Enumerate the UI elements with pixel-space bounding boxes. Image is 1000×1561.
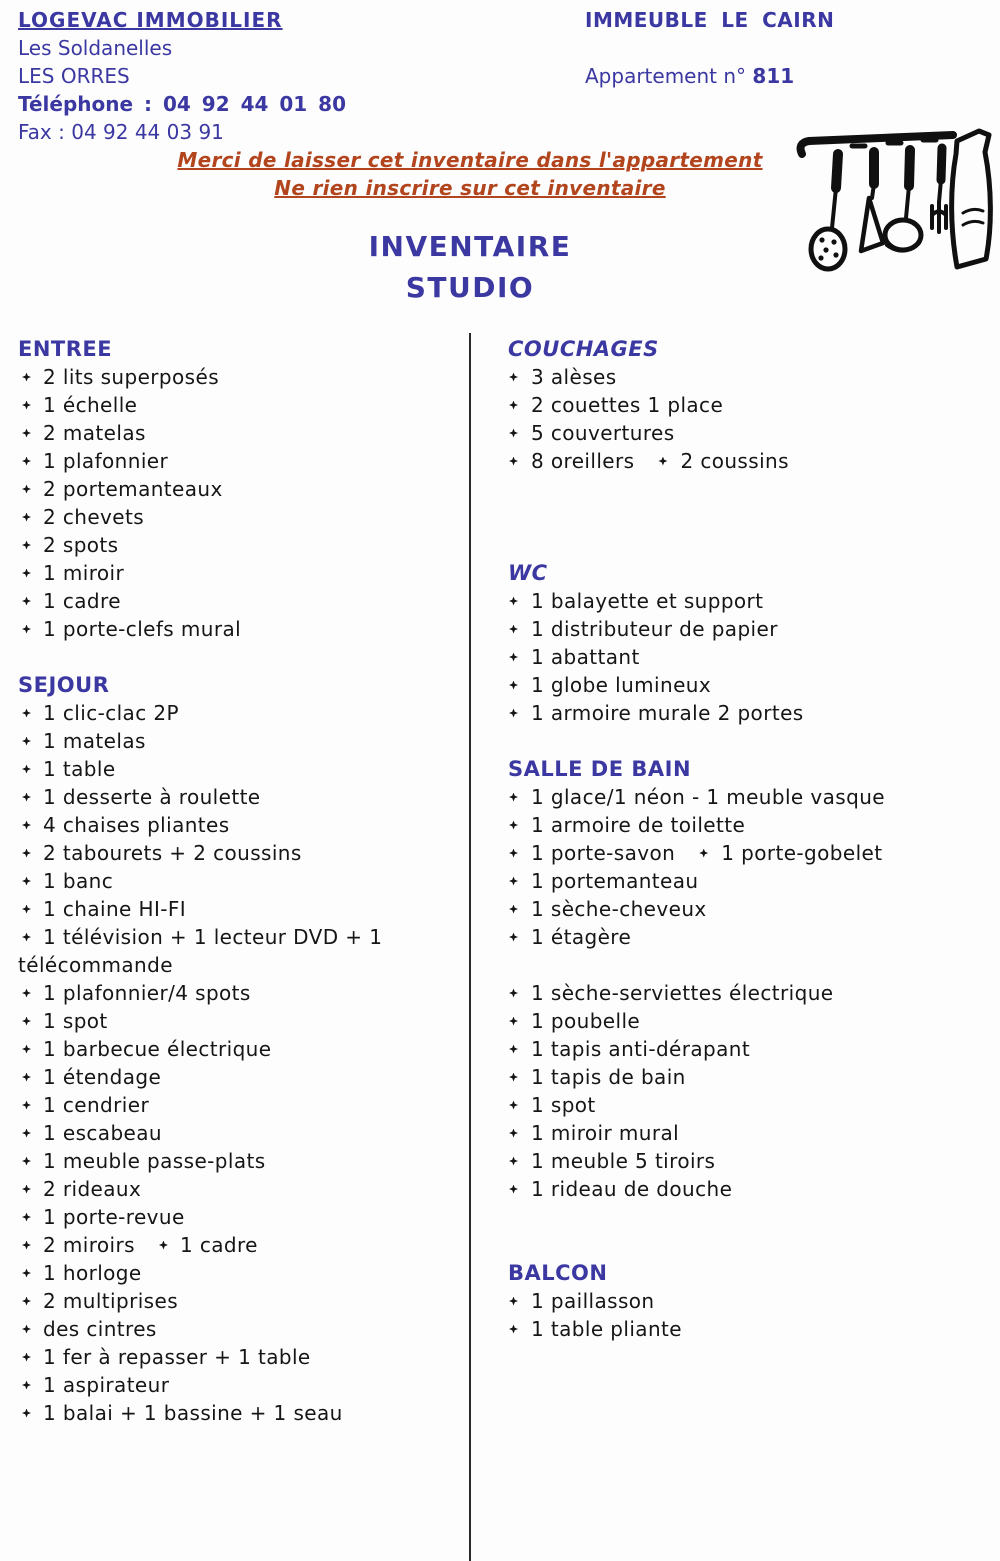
item-text: 1 porte-savon bbox=[531, 841, 676, 865]
item-text: 1 armoire murale 2 portes bbox=[531, 701, 804, 725]
inventory-item-row bbox=[18, 839, 463, 867]
diamond-bullet-icon bbox=[22, 1325, 31, 1334]
item-text: 1 glace/1 néon - 1 meuble vasque bbox=[531, 785, 885, 809]
spacer bbox=[585, 34, 834, 62]
inventory-item-row bbox=[500, 1147, 978, 1175]
inventory-item-row bbox=[18, 1035, 463, 1063]
diamond-bullet-icon bbox=[509, 1157, 518, 1166]
inventory-item-row bbox=[18, 1231, 463, 1259]
column-divider-line bbox=[469, 333, 471, 1561]
diamond-bullet-icon bbox=[22, 877, 31, 886]
section-row bbox=[500, 559, 978, 587]
item-text: 1 meuble 5 tiroirs bbox=[531, 1149, 716, 1173]
item-text: 1 étagère bbox=[531, 925, 632, 949]
item-text: 1 miroir mural bbox=[531, 1121, 680, 1145]
inventory-item-row bbox=[500, 1287, 978, 1315]
item-text: 1 porte-revue bbox=[43, 1205, 185, 1229]
item-text: 2 miroirs bbox=[43, 1233, 135, 1257]
apartment-line bbox=[585, 62, 834, 90]
diamond-bullet-icon bbox=[22, 1241, 31, 1250]
diamond-bullet-icon bbox=[509, 457, 518, 466]
item-text: 8 oreillers bbox=[531, 449, 635, 473]
item-text: 4 chaises pliantes bbox=[43, 813, 230, 837]
diamond-bullet-icon bbox=[22, 793, 31, 802]
item-text: 1 matelas bbox=[43, 729, 146, 753]
item-text: 2 multiprises bbox=[43, 1289, 179, 1313]
diamond-bullet-icon bbox=[509, 709, 518, 718]
agency-city: LES ORRES bbox=[18, 64, 130, 88]
diamond-bullet-icon bbox=[509, 877, 518, 886]
right-column bbox=[500, 335, 978, 1343]
item-text: 1 globe lumineux bbox=[531, 673, 712, 697]
diamond-bullet-icon bbox=[22, 1185, 31, 1194]
diamond-bullet-icon bbox=[509, 905, 518, 914]
diamond-bullet-icon bbox=[658, 457, 667, 466]
inventory-item-row bbox=[500, 391, 978, 419]
page-title-line2: STUDIO bbox=[405, 271, 535, 304]
section-header: SEJOUR bbox=[18, 673, 110, 697]
inventory-item-row bbox=[18, 503, 463, 531]
inventory-item-row bbox=[18, 587, 463, 615]
diamond-bullet-icon bbox=[159, 1241, 168, 1250]
item-text: 1 spot bbox=[43, 1009, 108, 1033]
inventory-item-row bbox=[18, 447, 463, 475]
diamond-bullet-icon bbox=[509, 849, 518, 858]
diamond-bullet-icon bbox=[509, 401, 518, 410]
item-text: 5 couvertures bbox=[531, 421, 675, 445]
diamond-bullet-icon bbox=[509, 821, 518, 830]
section-header: SALLE DE BAIN bbox=[508, 757, 692, 781]
inventory-item-row bbox=[500, 811, 978, 839]
inventory-item-row bbox=[18, 615, 463, 643]
diamond-bullet-icon bbox=[22, 1213, 31, 1222]
item-text: 1 barbecue électrique bbox=[43, 1037, 272, 1061]
section-header: WC bbox=[508, 561, 548, 585]
diamond-bullet-icon bbox=[22, 1129, 31, 1138]
inventory-item-row bbox=[500, 783, 978, 811]
inventory-item-row bbox=[500, 1063, 978, 1091]
page-title-line1: INVENTAIRE bbox=[368, 230, 572, 263]
item-text: 1 échelle bbox=[43, 393, 138, 417]
diamond-bullet-icon bbox=[509, 1017, 518, 1026]
item-text: 2 spots bbox=[43, 533, 119, 557]
item-text: 1 paillasson bbox=[531, 1289, 655, 1313]
inventory-item-row bbox=[500, 587, 978, 615]
agency-phone: Téléphone : 04 92 44 01 80 bbox=[18, 92, 347, 116]
inventory-item-row bbox=[18, 1315, 463, 1343]
blank-line bbox=[500, 951, 978, 979]
left-column bbox=[18, 335, 463, 1427]
diamond-bullet-icon bbox=[22, 457, 31, 466]
inventory-item-row bbox=[18, 531, 463, 559]
diamond-bullet-icon bbox=[22, 989, 31, 998]
inventory-item-row bbox=[500, 979, 978, 1007]
diamond-bullet-icon bbox=[22, 1409, 31, 1418]
inventory-item-row bbox=[500, 671, 978, 699]
item-text: 2 rideaux bbox=[43, 1177, 142, 1201]
notice-line-2: Ne rien inscrire sur cet inventaire bbox=[274, 176, 666, 200]
inventory-item-row bbox=[18, 1203, 463, 1231]
section-row bbox=[500, 335, 978, 363]
diamond-bullet-icon bbox=[22, 625, 31, 634]
inventory-item-row bbox=[18, 391, 463, 419]
diamond-bullet-icon bbox=[22, 1381, 31, 1390]
section-row bbox=[18, 671, 463, 699]
item-text: 1 fer à repasser + 1 table bbox=[43, 1345, 311, 1369]
inventory-item-row bbox=[18, 699, 463, 727]
inventory-item-row bbox=[18, 1343, 463, 1371]
diamond-bullet-icon bbox=[22, 541, 31, 550]
inventory-item-row bbox=[18, 1371, 463, 1399]
diamond-bullet-icon bbox=[22, 709, 31, 718]
item-text: 1 spot bbox=[531, 1093, 596, 1117]
diamond-bullet-icon bbox=[509, 1129, 518, 1138]
section-header: COUCHAGES bbox=[508, 337, 659, 361]
inventory-item-continuation bbox=[18, 951, 463, 979]
inventory-item-row bbox=[18, 811, 463, 839]
item-text: 1 cendrier bbox=[43, 1093, 150, 1117]
inventory-item-row bbox=[18, 867, 463, 895]
item-text: 1 poubelle bbox=[531, 1009, 641, 1033]
diamond-bullet-icon bbox=[22, 513, 31, 522]
diamond-bullet-icon bbox=[509, 793, 518, 802]
inventory-item-row bbox=[500, 895, 978, 923]
inventory-item-row bbox=[18, 1175, 463, 1203]
blank-line bbox=[500, 1231, 978, 1259]
diamond-bullet-icon bbox=[509, 1073, 518, 1082]
diamond-bullet-icon bbox=[22, 401, 31, 410]
inventory-item-row bbox=[18, 923, 463, 951]
diamond-bullet-icon bbox=[22, 737, 31, 746]
inventory-item-row bbox=[500, 699, 978, 727]
item-text: 1 balayette et support bbox=[531, 589, 764, 613]
diamond-bullet-icon bbox=[509, 1325, 518, 1334]
diamond-bullet-icon bbox=[509, 1101, 518, 1110]
item-text: 2 coussins bbox=[680, 449, 789, 473]
item-text: 1 plafonnier bbox=[43, 449, 169, 473]
item-text: 1 meuble passe-plats bbox=[43, 1149, 266, 1173]
item-text: 2 matelas bbox=[43, 421, 146, 445]
item-text: 1 cadre bbox=[179, 1233, 258, 1257]
inventory-item-row bbox=[500, 1035, 978, 1063]
diamond-bullet-icon bbox=[509, 681, 518, 690]
diamond-bullet-icon bbox=[509, 625, 518, 634]
inventory-item-row bbox=[18, 783, 463, 811]
building-header bbox=[585, 6, 834, 90]
item-text: 1 tapis anti-dérapant bbox=[531, 1037, 751, 1061]
apartment-number: 811 bbox=[752, 64, 795, 88]
diamond-bullet-icon bbox=[509, 1297, 518, 1306]
inventory-item-row bbox=[18, 895, 463, 923]
diamond-bullet-icon bbox=[22, 1101, 31, 1110]
diamond-bullet-icon bbox=[22, 373, 31, 382]
diamond-bullet-icon bbox=[509, 373, 518, 382]
item-text: 1 abattant bbox=[531, 645, 640, 669]
section-header: ENTREE bbox=[18, 337, 113, 361]
inventory-item-row bbox=[18, 1147, 463, 1175]
diamond-bullet-icon bbox=[509, 1185, 518, 1194]
section-row bbox=[18, 335, 463, 363]
item-text: 1 chaine HI-FI bbox=[43, 897, 187, 921]
diamond-bullet-icon bbox=[22, 1017, 31, 1026]
item-text: télécommande bbox=[18, 953, 173, 977]
inventory-item-row bbox=[18, 1399, 463, 1427]
item-text: 1 porte-gobelet bbox=[721, 841, 883, 865]
notice-line-1: Merci de laisser cet inventaire dans l'appartement bbox=[177, 148, 763, 172]
diamond-bullet-icon bbox=[509, 1045, 518, 1054]
inventory-item-row bbox=[18, 1007, 463, 1035]
inventory-item-row bbox=[18, 1287, 463, 1315]
item-text: 1 armoire de toilette bbox=[531, 813, 746, 837]
inventory-item-row bbox=[18, 1119, 463, 1147]
diamond-bullet-icon bbox=[22, 933, 31, 942]
inventory-item-row bbox=[500, 839, 978, 867]
inventory-item-row bbox=[500, 1175, 978, 1203]
inventory-item-row bbox=[500, 1007, 978, 1035]
building-name: IMMEUBLE LE CAIRN bbox=[585, 8, 835, 32]
agency-fax: Fax : 04 92 44 03 91 bbox=[18, 120, 224, 144]
diamond-bullet-icon bbox=[699, 849, 708, 858]
item-text: 1 escabeau bbox=[43, 1121, 162, 1145]
diamond-bullet-icon bbox=[22, 1269, 31, 1278]
inventory-item-row bbox=[500, 867, 978, 895]
inventory-item-row bbox=[500, 643, 978, 671]
item-text: 1 sèche-cheveux bbox=[531, 897, 707, 921]
diamond-bullet-icon bbox=[509, 429, 518, 438]
item-text: 1 balai + 1 bassine + 1 seau bbox=[43, 1401, 343, 1425]
item-text: 1 porte-clefs mural bbox=[43, 617, 242, 641]
diamond-bullet-icon bbox=[22, 1157, 31, 1166]
diamond-bullet-icon bbox=[22, 1353, 31, 1362]
item-text: 1 aspirateur bbox=[43, 1373, 170, 1397]
diamond-bullet-icon bbox=[22, 485, 31, 494]
kitchen-utensils-icon bbox=[790, 118, 995, 283]
diamond-bullet-icon bbox=[509, 597, 518, 606]
item-text: 2 lits superposés bbox=[43, 365, 220, 389]
item-text: des cintres bbox=[43, 1317, 157, 1341]
item-text: 1 banc bbox=[43, 869, 114, 893]
diamond-bullet-icon bbox=[22, 1045, 31, 1054]
inventory-item-row bbox=[18, 755, 463, 783]
agency-header bbox=[18, 6, 346, 146]
inventory-item-row bbox=[500, 1091, 978, 1119]
diamond-bullet-icon bbox=[509, 653, 518, 662]
diamond-bullet-icon bbox=[509, 933, 518, 942]
item-text: 1 desserte à roulette bbox=[43, 785, 261, 809]
inventory-item-row bbox=[500, 615, 978, 643]
item-text: 1 plafonnier/4 spots bbox=[43, 981, 251, 1005]
inventory-item-row bbox=[18, 363, 463, 391]
inventory-item-row bbox=[18, 727, 463, 755]
section-row bbox=[500, 1259, 978, 1287]
inventory-item-row bbox=[18, 419, 463, 447]
diamond-bullet-icon bbox=[509, 989, 518, 998]
diamond-bullet-icon bbox=[22, 597, 31, 606]
blank-line bbox=[500, 475, 978, 503]
inventory-item-row bbox=[18, 1091, 463, 1119]
inventory-item-row bbox=[18, 475, 463, 503]
inventory-item-row bbox=[500, 1315, 978, 1343]
item-text: 2 couettes 1 place bbox=[531, 393, 724, 417]
blank-line bbox=[18, 643, 463, 671]
diamond-bullet-icon bbox=[22, 849, 31, 858]
inventory-item-row bbox=[500, 419, 978, 447]
item-text: 3 alèses bbox=[531, 365, 617, 389]
diamond-bullet-icon bbox=[22, 905, 31, 914]
section-row bbox=[500, 755, 978, 783]
item-text: 1 portemanteau bbox=[531, 869, 699, 893]
item-text: 1 distributeur de papier bbox=[531, 617, 778, 641]
item-text: 1 rideau de douche bbox=[531, 1177, 733, 1201]
diamond-bullet-icon bbox=[22, 429, 31, 438]
inventory-item-row bbox=[18, 1063, 463, 1091]
item-text: 1 télévision + 1 lecteur DVD + 1 bbox=[43, 925, 383, 949]
inventory-item-row bbox=[500, 447, 978, 475]
item-text: 1 cadre bbox=[43, 589, 121, 613]
diamond-bullet-icon bbox=[22, 765, 31, 774]
inventory-item-row bbox=[500, 1119, 978, 1147]
diamond-bullet-icon bbox=[22, 569, 31, 578]
item-text: 1 table bbox=[43, 757, 116, 781]
blank-line bbox=[500, 531, 978, 559]
item-text: 1 table pliante bbox=[531, 1317, 682, 1341]
item-text: 1 sèche-serviettes électrique bbox=[531, 981, 834, 1005]
blank-line bbox=[500, 727, 978, 755]
apartment-label: Appartement n° bbox=[585, 64, 753, 88]
item-text: 1 miroir bbox=[43, 561, 125, 585]
item-text: 1 étendage bbox=[43, 1065, 162, 1089]
blank-line bbox=[500, 1203, 978, 1231]
section-header: BALCON bbox=[508, 1261, 608, 1285]
inventory-item-row bbox=[500, 923, 978, 951]
blank-line bbox=[500, 503, 978, 531]
agency-name: LOGEVAC IMMOBILIER bbox=[18, 8, 283, 32]
item-text: 2 tabourets + 2 coussins bbox=[43, 841, 302, 865]
inventory-item-row bbox=[18, 979, 463, 1007]
diamond-bullet-icon bbox=[22, 1073, 31, 1082]
item-text: 1 tapis de bain bbox=[531, 1065, 686, 1089]
inventory-item-row bbox=[18, 559, 463, 587]
inventory-item-row bbox=[500, 363, 978, 391]
item-text: 1 horloge bbox=[43, 1261, 142, 1285]
diamond-bullet-icon bbox=[22, 1297, 31, 1306]
diamond-bullet-icon bbox=[22, 821, 31, 830]
inventory-item-row bbox=[18, 1259, 463, 1287]
agency-residence: Les Soldanelles bbox=[18, 36, 173, 60]
item-text: 2 portemanteaux bbox=[43, 477, 223, 501]
item-text: 2 chevets bbox=[43, 505, 145, 529]
item-text: 1 clic-clac 2P bbox=[43, 701, 179, 725]
